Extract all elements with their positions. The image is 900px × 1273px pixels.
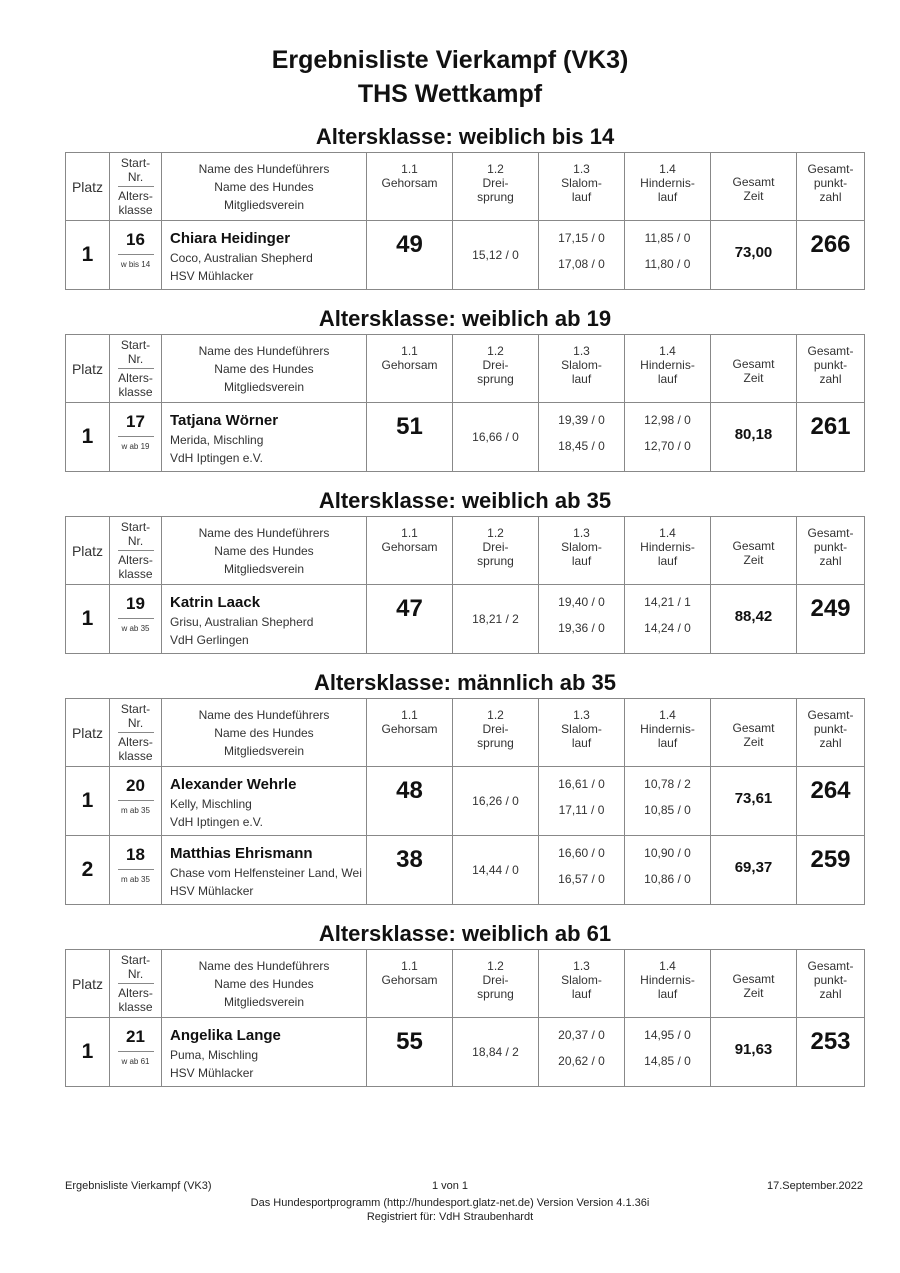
col-name-line: Name des Hundeführers bbox=[198, 162, 330, 176]
cell-dreisprung: 14,44 / 0 bbox=[453, 836, 539, 905]
handler-name: Matthias Ehrismann bbox=[170, 845, 313, 862]
cell-gesamt-zeit: 88,42 bbox=[711, 585, 797, 654]
header-row bbox=[66, 153, 865, 221]
club-name: HSV Mühlacker bbox=[170, 884, 254, 898]
dog-name: Grisu, Australian Shepherd bbox=[170, 615, 314, 629]
cell-hindernis bbox=[625, 403, 711, 472]
col-startnr bbox=[110, 699, 162, 767]
col-d11: 1.1 Gehorsam bbox=[367, 699, 453, 767]
col-startnr bbox=[110, 517, 162, 585]
cell-hindernis bbox=[625, 585, 711, 654]
handler-name: Katrin Laack bbox=[170, 594, 261, 611]
start-number: 19 bbox=[126, 594, 145, 613]
cell-name bbox=[162, 767, 367, 836]
handler-name: Chiara Heidinger bbox=[170, 230, 291, 247]
cell-slalom bbox=[539, 585, 625, 654]
cell-gesamt-zeit: 69,37 bbox=[711, 836, 797, 905]
col-d13: 1.3 Slalom- lauf bbox=[539, 950, 625, 1018]
col-altersklasse-label: Alters- klasse bbox=[118, 189, 153, 217]
col-gesamt-zeit: Gesamt Zeit bbox=[711, 517, 797, 585]
cell-name bbox=[162, 1018, 367, 1087]
col-name-line: Mitgliedsverein bbox=[223, 198, 305, 212]
hindernis-run: 14,21 / 1 bbox=[644, 595, 691, 609]
age-class: w ab 61 bbox=[118, 1051, 154, 1066]
slalom-run: 19,39 / 0 bbox=[558, 413, 605, 427]
slalom-run: 18,45 / 0 bbox=[558, 439, 605, 453]
cell-name bbox=[162, 585, 367, 654]
cell-gehorsam: 51 bbox=[367, 403, 453, 472]
cell-dreisprung: 15,12 / 0 bbox=[453, 221, 539, 290]
cell-dreisprung: 16,26 / 0 bbox=[453, 767, 539, 836]
table-head bbox=[66, 699, 865, 767]
results-table bbox=[65, 698, 865, 905]
col-d12: 1.2 Drei- sprung bbox=[453, 699, 539, 767]
col-d14: 1.4 Hindernis- lauf bbox=[625, 517, 711, 585]
club-name: HSV Mühlacker bbox=[170, 269, 254, 283]
cell-startnr bbox=[110, 1018, 162, 1087]
col-name-line: Name des Hundes bbox=[214, 362, 314, 376]
age-class: w ab 19 bbox=[118, 436, 154, 451]
col-gesamt-zeit: Gesamt Zeit bbox=[711, 950, 797, 1018]
hindernis-run: 11,80 / 0 bbox=[644, 257, 691, 271]
table-body bbox=[66, 1018, 865, 1087]
dog-name: Merida, Mischling bbox=[170, 433, 264, 447]
table-row bbox=[66, 1018, 865, 1087]
slalom-run: 17,08 / 0 bbox=[558, 257, 605, 271]
start-number: 17 bbox=[126, 412, 145, 431]
cell-hindernis bbox=[625, 1018, 711, 1087]
table-head bbox=[66, 153, 865, 221]
col-gesamtpunktzahl: Gesamt- punkt- zahl bbox=[797, 950, 865, 1018]
section-title: Altersklasse: weiblich ab 61 bbox=[318, 921, 612, 946]
slalom-run: 17,11 / 0 bbox=[558, 803, 605, 817]
col-gesamt-zeit: Gesamt Zeit bbox=[711, 699, 797, 767]
hindernis-run: 12,98 / 0 bbox=[644, 413, 691, 427]
cell-dreisprung: 16,66 / 0 bbox=[453, 403, 539, 472]
col-name-line: Name des Hundes bbox=[214, 977, 314, 991]
table-body bbox=[66, 403, 865, 472]
cell-gesamtpunktzahl: 261 bbox=[797, 403, 865, 472]
cell-platz: 1 bbox=[66, 403, 110, 472]
cell-startnr bbox=[110, 221, 162, 290]
col-gesamt-zeit: Gesamt Zeit bbox=[711, 153, 797, 221]
col-d12: 1.2 Drei- sprung bbox=[453, 517, 539, 585]
cell-gesamtpunktzahl: 266 bbox=[797, 221, 865, 290]
start-number: 18 bbox=[126, 845, 145, 864]
header-row bbox=[66, 699, 865, 767]
col-startnr bbox=[110, 335, 162, 403]
footer-left: Ergebnisliste Vierkampf (VK3) bbox=[65, 1180, 212, 1192]
cell-platz: 1 bbox=[66, 221, 110, 290]
col-name-line: Mitgliedsverein bbox=[223, 380, 305, 394]
dog-name: Coco, Australian Shepherd bbox=[170, 251, 313, 265]
col-name bbox=[162, 153, 367, 221]
cell-gehorsam: 47 bbox=[367, 585, 453, 654]
age-class: w bis 14 bbox=[118, 254, 154, 269]
col-name bbox=[162, 950, 367, 1018]
col-d11: 1.1 Gehorsam bbox=[367, 950, 453, 1018]
cell-gesamtpunktzahl: 259 bbox=[797, 836, 865, 905]
section-title: Altersklasse: weiblich ab 35 bbox=[318, 488, 612, 513]
col-name-line: Name des Hundeführers bbox=[198, 959, 330, 973]
cell-startnr bbox=[110, 585, 162, 654]
hindernis-run: 10,78 / 2 bbox=[644, 777, 691, 791]
col-altersklasse-label: Alters- klasse bbox=[118, 553, 153, 581]
result-section bbox=[65, 121, 865, 290]
col-name-line: Mitgliedsverein bbox=[223, 744, 305, 758]
cell-gehorsam: 38 bbox=[367, 836, 453, 905]
handler-name: Tatjana Wörner bbox=[170, 412, 279, 429]
col-name-line: Name des Hundes bbox=[214, 180, 314, 194]
cell-gehorsam: 49 bbox=[367, 221, 453, 290]
table-head bbox=[66, 950, 865, 1018]
table-row bbox=[66, 767, 865, 836]
slalom-run: 16,60 / 0 bbox=[558, 846, 605, 860]
club-name: VdH Iptingen e.V. bbox=[170, 815, 263, 829]
dog-name: Kelly, Mischling bbox=[170, 797, 252, 811]
age-class: m ab 35 bbox=[118, 800, 154, 815]
start-number: 20 bbox=[126, 776, 145, 795]
col-d11: 1.1 Gehorsam bbox=[367, 517, 453, 585]
footer-page: 1 von 1 bbox=[431, 1180, 469, 1192]
col-d14: 1.4 Hindernis- lauf bbox=[625, 153, 711, 221]
slalom-run: 20,62 / 0 bbox=[558, 1054, 605, 1068]
handler-name: Angelika Lange bbox=[170, 1027, 281, 1044]
footer-software: Das Hundesportprogramm (http://hundesport.glatz-net.de) Version Version 4.1.36i bbox=[250, 1197, 650, 1209]
results-table bbox=[65, 949, 865, 1087]
age-class: m ab 35 bbox=[118, 869, 154, 884]
col-name-line: Mitgliedsverein bbox=[223, 562, 305, 576]
footer-registered: Registriert für: VdH Straubenhardt bbox=[366, 1211, 534, 1223]
col-d13: 1.3 Slalom- lauf bbox=[539, 699, 625, 767]
cell-slalom bbox=[539, 1018, 625, 1087]
table-head bbox=[66, 335, 865, 403]
result-section bbox=[65, 918, 865, 1087]
cell-slalom bbox=[539, 403, 625, 472]
header-row bbox=[66, 950, 865, 1018]
cell-platz: 2 bbox=[66, 836, 110, 905]
club-name: HSV Mühlacker bbox=[170, 1066, 254, 1080]
hindernis-run: 10,85 / 0 bbox=[644, 803, 691, 817]
cell-startnr bbox=[110, 403, 162, 472]
club-name: VdH Gerlingen bbox=[170, 633, 249, 647]
cell-gesamtpunktzahl: 249 bbox=[797, 585, 865, 654]
col-altersklasse-label: Alters- klasse bbox=[118, 986, 153, 1014]
col-d14: 1.4 Hindernis- lauf bbox=[625, 950, 711, 1018]
col-startnr-label: Start- Nr. bbox=[120, 338, 151, 366]
results-table bbox=[65, 152, 865, 290]
col-altersklasse-label: Alters- klasse bbox=[118, 371, 153, 399]
handler-name: Alexander Wehrle bbox=[170, 776, 297, 793]
cell-platz: 1 bbox=[66, 1018, 110, 1087]
table-row bbox=[66, 585, 865, 654]
col-platz: Platz bbox=[66, 517, 110, 585]
cell-name bbox=[162, 221, 367, 290]
cell-gesamt-zeit: 73,61 bbox=[711, 767, 797, 836]
col-gesamtpunktzahl: Gesamt- punkt- zahl bbox=[797, 699, 865, 767]
col-name bbox=[162, 699, 367, 767]
header-row bbox=[66, 335, 865, 403]
col-name-line: Name des Hundes bbox=[214, 726, 314, 740]
slalom-run: 16,57 / 0 bbox=[558, 872, 605, 886]
cell-gesamtpunktzahl: 264 bbox=[797, 767, 865, 836]
col-name-line: Name des Hundeführers bbox=[198, 344, 330, 358]
cell-startnr bbox=[110, 836, 162, 905]
col-startnr-label: Start- Nr. bbox=[120, 702, 151, 730]
age-class: w ab 35 bbox=[118, 618, 154, 633]
cell-startnr bbox=[110, 767, 162, 836]
col-platz: Platz bbox=[66, 153, 110, 221]
cell-gehorsam: 48 bbox=[367, 767, 453, 836]
slalom-run: 16,61 / 0 bbox=[558, 777, 605, 791]
col-d13: 1.3 Slalom- lauf bbox=[539, 335, 625, 403]
col-startnr-label: Start- Nr. bbox=[120, 156, 151, 184]
col-name bbox=[162, 335, 367, 403]
col-d12: 1.2 Drei- sprung bbox=[453, 950, 539, 1018]
results-table bbox=[65, 516, 865, 654]
col-d13: 1.3 Slalom- lauf bbox=[539, 517, 625, 585]
col-name-line: Name des Hundeführers bbox=[198, 708, 330, 722]
table-body bbox=[66, 767, 865, 905]
cell-gesamt-zeit: 73,00 bbox=[711, 221, 797, 290]
col-platz: Platz bbox=[66, 335, 110, 403]
result-section bbox=[65, 485, 865, 654]
hindernis-run: 12,70 / 0 bbox=[644, 439, 691, 453]
slalom-run: 17,15 / 0 bbox=[558, 231, 605, 245]
cell-gehorsam: 55 bbox=[367, 1018, 453, 1087]
table-head bbox=[66, 517, 865, 585]
table-body bbox=[66, 221, 865, 290]
slalom-run: 20,37 / 0 bbox=[558, 1028, 605, 1042]
col-name-line: Name des Hundes bbox=[214, 544, 314, 558]
col-d11: 1.1 Gehorsam bbox=[367, 153, 453, 221]
section-title: Altersklasse: weiblich ab 19 bbox=[318, 306, 612, 331]
cell-dreisprung: 18,84 / 2 bbox=[453, 1018, 539, 1087]
cell-platz: 1 bbox=[66, 767, 110, 836]
col-name-line: Name des Hundeführers bbox=[198, 526, 330, 540]
dog-name: Chase vom Helfensteiner Land, Wei bbox=[170, 866, 362, 880]
page-title-line2: THS Wettkampf bbox=[357, 80, 543, 108]
result-section bbox=[65, 667, 865, 905]
cell-name bbox=[162, 403, 367, 472]
section-title: Altersklasse: männlich ab 35 bbox=[313, 670, 617, 695]
start-number: 21 bbox=[126, 1027, 145, 1046]
col-d14: 1.4 Hindernis- lauf bbox=[625, 335, 711, 403]
header-row bbox=[66, 517, 865, 585]
col-d11: 1.1 Gehorsam bbox=[367, 335, 453, 403]
cell-dreisprung: 18,21 / 2 bbox=[453, 585, 539, 654]
hindernis-run: 10,90 / 0 bbox=[644, 846, 691, 860]
result-section bbox=[65, 303, 865, 472]
cell-slalom bbox=[539, 767, 625, 836]
cell-gesamtpunktzahl: 253 bbox=[797, 1018, 865, 1087]
cell-gesamt-zeit: 91,63 bbox=[711, 1018, 797, 1087]
col-name-line: Mitgliedsverein bbox=[223, 995, 305, 1009]
cell-hindernis bbox=[625, 767, 711, 836]
page-title-line1: Ergebnisliste Vierkampf (VK3) bbox=[271, 46, 629, 74]
col-startnr bbox=[110, 950, 162, 1018]
cell-name bbox=[162, 836, 367, 905]
hindernis-run: 14,24 / 0 bbox=[644, 621, 691, 635]
col-gesamt-zeit: Gesamt Zeit bbox=[711, 335, 797, 403]
slalom-run: 19,40 / 0 bbox=[558, 595, 605, 609]
col-name bbox=[162, 517, 367, 585]
cell-platz: 1 bbox=[66, 585, 110, 654]
cell-slalom bbox=[539, 836, 625, 905]
col-startnr-label: Start- Nr. bbox=[120, 520, 151, 548]
col-platz: Platz bbox=[66, 699, 110, 767]
table-body bbox=[66, 585, 865, 654]
cell-slalom bbox=[539, 221, 625, 290]
hindernis-run: 14,85 / 0 bbox=[644, 1054, 691, 1068]
col-d12: 1.2 Drei- sprung bbox=[453, 335, 539, 403]
dog-name: Puma, Mischling bbox=[170, 1048, 259, 1062]
hindernis-run: 10,86 / 0 bbox=[644, 872, 691, 886]
col-d13: 1.3 Slalom- lauf bbox=[539, 153, 625, 221]
col-startnr bbox=[110, 153, 162, 221]
hindernis-run: 14,95 / 0 bbox=[644, 1028, 691, 1042]
col-altersklasse-label: Alters- klasse bbox=[118, 735, 153, 763]
col-platz: Platz bbox=[66, 950, 110, 1018]
start-number: 16 bbox=[126, 230, 145, 249]
col-d14: 1.4 Hindernis- lauf bbox=[625, 699, 711, 767]
cell-hindernis bbox=[625, 221, 711, 290]
results-sections bbox=[65, 121, 865, 1100]
col-startnr-label: Start- Nr. bbox=[120, 953, 151, 981]
table-row bbox=[66, 221, 865, 290]
col-d12: 1.2 Drei- sprung bbox=[453, 153, 539, 221]
table-row bbox=[66, 836, 865, 905]
footer-date: 17.September.2022 bbox=[766, 1180, 863, 1192]
slalom-run: 19,36 / 0 bbox=[558, 621, 605, 635]
hindernis-run: 11,85 / 0 bbox=[644, 231, 691, 245]
col-gesamtpunktzahl: Gesamt- punkt- zahl bbox=[797, 335, 865, 403]
cell-hindernis bbox=[625, 836, 711, 905]
col-gesamtpunktzahl: Gesamt- punkt- zahl bbox=[797, 153, 865, 221]
club-name: VdH Iptingen e.V. bbox=[170, 451, 263, 465]
col-gesamtpunktzahl: Gesamt- punkt- zahl bbox=[797, 517, 865, 585]
section-title: Altersklasse: weiblich bis 14 bbox=[315, 124, 615, 149]
results-table bbox=[65, 334, 865, 472]
table-row bbox=[66, 403, 865, 472]
cell-gesamt-zeit: 80,18 bbox=[711, 403, 797, 472]
